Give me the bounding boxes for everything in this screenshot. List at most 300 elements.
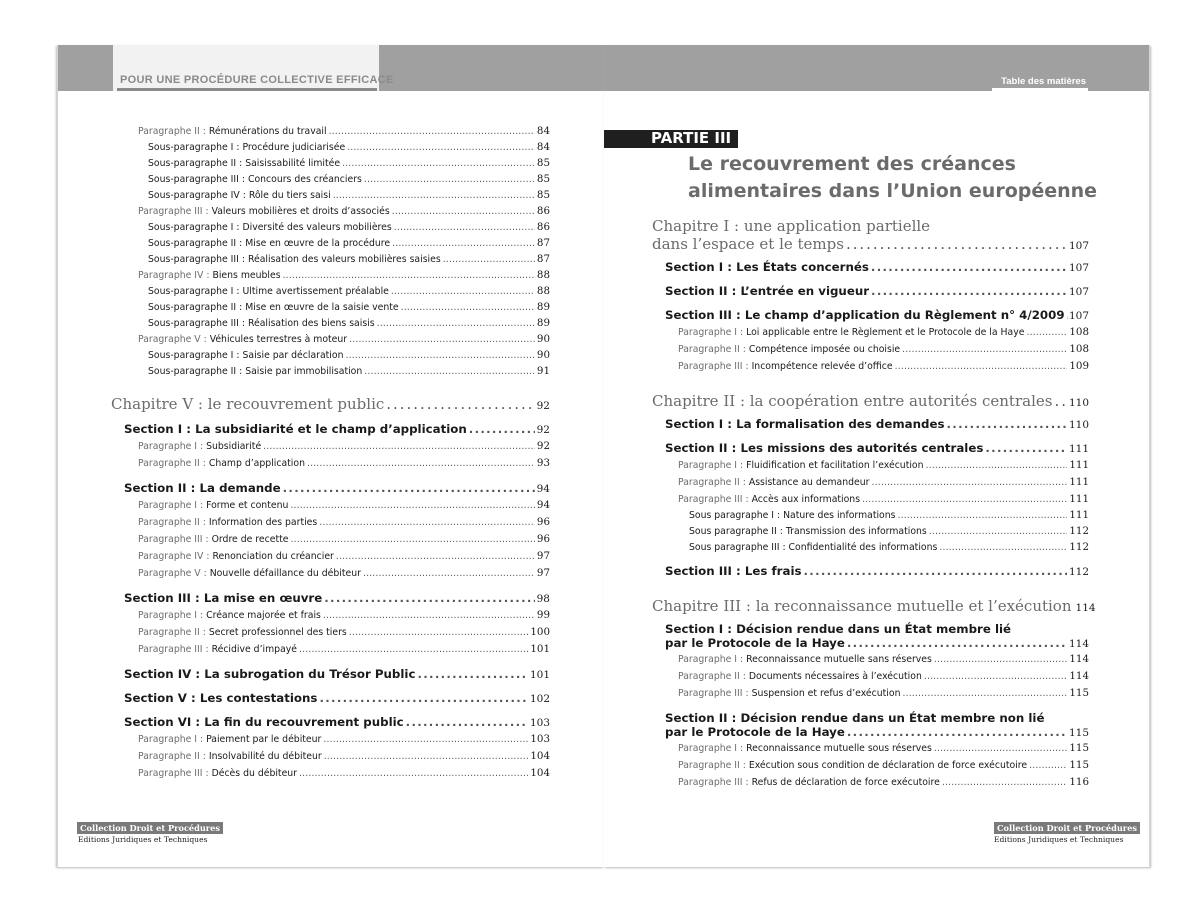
toc-entry-title: Exécution sous condition de déclaration de force exécutoire [748,760,1028,771]
toc-page-number: 111 [1069,509,1089,521]
toc-entry [689,509,1089,521]
toc-entry-label [138,126,327,137]
toc-entry-title: Sous paragraphe II : Transmission des informations [689,526,927,537]
toc-page-number: 85 [536,157,550,169]
toc-entry [124,481,550,495]
toc-entry-label [124,481,281,495]
toc-entry [665,441,1089,455]
toc-entry-label [138,568,361,579]
dot-leader [985,441,1067,455]
toc-entry-prefix: Paragraphe II : [138,126,209,137]
toc-entry [148,301,550,313]
toc-entry [111,395,550,413]
dot-leader [847,636,1067,650]
dot-leader [934,654,1067,665]
toc-entry-prefix: Paragraphe II : [678,671,749,682]
toc-page-number: 101 [529,669,550,681]
dot-leader [897,510,1067,521]
toc-entry-title: Section III : Le champ d’application du Règlement n° 4/2009 [665,308,1065,322]
dot-leader [902,688,1067,699]
toc-entry-label [148,302,399,313]
toc-entry [678,653,1089,665]
dot-leader [942,777,1067,788]
toc-page-number: 116 [1069,776,1089,788]
toc-entry [138,626,550,638]
toc-entry [665,284,1089,298]
toc-entry-prefix: Paragraphe III : [678,361,752,372]
left-page [57,45,604,867]
toc-page-number: 114 [1068,638,1089,650]
toc-entry-label [665,417,945,431]
toc-entry-title: Sous-paragraphe II : Saisie par immobilisation [148,366,363,377]
dot-leader [363,568,535,579]
toc-entry-label [138,644,297,655]
dot-leader [871,284,1067,298]
toc-page-number: 108 [1069,326,1089,338]
toc-entry [138,205,550,217]
toc-entry [652,392,1089,410]
publisher-name: Editions Juridiques et Techniques [78,835,208,844]
dot-leader [347,142,535,153]
toc-entry [652,235,1089,253]
toc-entry [689,541,1089,553]
toc-entry-title: par le Protocole de la Haye [665,725,845,739]
toc-page-number: 89 [536,301,550,313]
toc-entry [678,360,1089,372]
toc-entry-prefix: Paragraphe III : [678,494,752,505]
dot-leader [417,667,528,681]
partie-title-line-2: alimentaires dans l’Union européenne [688,180,1098,202]
toc-page-number: 111 [1069,493,1089,505]
toc-page-number: 114 [1069,653,1089,665]
toc-entry-title: Compétence imposée ou choisie [748,344,901,355]
toc-entry [689,525,1089,537]
right-page [604,45,1150,867]
toc-page-number: 98 [536,593,550,605]
toc-entry-prefix: Paragraphe III : [678,688,752,699]
toc-entry-label [138,334,347,345]
toc-entry-title: Refus de déclaration de force exécutoire [751,777,940,788]
toc-entry-title: Biens meubles [212,270,281,281]
toc-entry [678,493,1089,505]
dot-leader [291,534,535,545]
dot-leader [349,334,535,345]
toc-entry-prefix: Paragraphe II : [138,517,209,528]
toc-entry-title: Sous-paragraphe III : Réalisation des biens saisis [148,318,375,329]
toc-entry [124,422,550,436]
toc-page-number: 107 [1068,310,1089,322]
toc-entry-title: Chapitre II : la coopération entre autorités centrales [652,392,1053,410]
toc-entry-label [678,760,1027,771]
collection-badge: Collection Droit et Procédures [77,822,223,834]
toc-entry [124,591,550,605]
toc-entry-label [678,688,900,699]
toc-entry-prefix: Paragraphe I : [678,654,747,665]
toc-entry-title: Section V : Les contestations [124,691,318,705]
toc-entry [652,597,1096,615]
toc-entry-prefix: Paragraphe I : [138,441,207,452]
toc-entry-title: Sous-paragraphe I : Procédure judiciarisée [148,142,346,153]
toc-entry-prefix: Paragraphe II : [678,477,749,488]
toc-entry [138,457,550,469]
toc-page-number: 94 [536,499,550,511]
toc-entry-title: Sous-paragraphe II : Mise en œuvre de la procédure [148,238,391,249]
toc-entry-title: Insolvabilité du débiteur [208,751,322,762]
toc-entry-title: Nouvelle défaillance du débiteur [209,568,361,579]
toc-page-number: 115 [1068,727,1089,739]
toc-entry-label [138,517,317,528]
dot-leader [307,458,535,469]
dot-leader [323,734,528,745]
collection-badge: Collection Droit et Procédures [994,822,1140,834]
toc-entry [124,715,550,729]
dot-leader [391,286,535,297]
toc-entry-title: Champ d’application [208,458,305,469]
toc-page-number: 104 [530,750,550,762]
dot-leader [846,235,1067,253]
header-notch [1133,45,1149,91]
toc-entry [148,285,550,297]
toc-entry-title: Paiement par le débiteur [206,734,322,745]
toc-page-number: 99 [536,609,550,621]
toc-entry-title: Subsidiarité [206,441,262,452]
toc-entry [138,125,550,137]
toc-entry [148,349,550,361]
dot-leader [263,441,535,452]
dot-leader [406,715,528,729]
toc-entry [124,667,550,681]
dot-leader [939,542,1067,553]
running-header: Table des matières [1001,76,1086,87]
toc-entry-title: Sous paragraphe III : Confidentialité des informations [689,542,938,553]
toc-entry-title: Accès aux informations [751,494,861,505]
dot-leader [443,254,535,265]
dot-leader [929,526,1068,537]
toc-entry [138,643,550,655]
toc-entry-title: Sous-paragraphe I : Diversité des valeurs mobilières [148,222,392,233]
toc-entry-prefix: Paragraphe I : [138,500,207,511]
dot-leader [345,350,534,361]
toc-entry-title: Section I : La formalisation des demandes [665,417,945,431]
toc-page-number: 111 [1069,476,1089,488]
toc-entry-label [678,671,922,682]
toc-entry-prefix: Paragraphe I : [678,460,747,471]
dot-leader [323,610,535,621]
toc-page-number: 86 [536,205,550,217]
toc-entry [148,237,550,249]
toc-entry [138,516,550,528]
toc-entry-label [148,350,343,361]
toc-entry-label [678,494,860,505]
toc-entry-label [148,366,362,377]
toc-entry-prefix: Paragraphe III : [138,534,212,545]
toc-page-number: 111 [1068,443,1089,455]
toc-entry [148,157,550,169]
toc-entry-label [689,542,937,553]
toc-entry-label [138,610,321,621]
toc-page-number: 115 [1069,687,1089,699]
toc-entry-prefix: Paragraphe II : [138,458,209,469]
toc-entry [138,567,550,579]
dot-leader [947,417,1067,431]
toc-entry-label [138,768,297,779]
toc-page-number: 115 [1069,742,1089,754]
toc-page-number: 101 [530,643,550,655]
toc-entry-label [652,235,844,253]
toc-entry-label [689,510,895,521]
toc-entry [148,221,550,233]
dot-leader [394,222,535,233]
toc-entry [665,260,1089,274]
toc-entry-prefix: Paragraphe I : [138,734,207,745]
toc-page-number: 110 [1068,397,1089,409]
toc-page-number: 88 [536,285,550,297]
toc-entry-label [138,751,322,762]
toc-entry-label [124,422,467,436]
toc-entry-label [138,458,305,469]
toc-entry-label [138,441,261,452]
toc-page-number: 107 [1068,240,1089,252]
toc-page-number: 90 [536,333,550,345]
toc-entry-label [678,743,932,754]
toc-entry [678,670,1089,682]
toc-entry-prefix: Paragraphe III : [678,777,752,788]
toc-entry [678,476,1089,488]
toc-entry [665,417,1089,431]
toc-entry [148,365,550,377]
toc-entry-label [138,551,334,562]
dot-leader [1026,327,1067,338]
partie-title-line-1: Le recouvrement des créances [688,153,1016,175]
toc-page-number: 85 [536,189,550,201]
toc-entry-label [148,222,392,233]
toc-entry-title: Reconnaissance mutuelle sans réserves [746,654,932,665]
toc-entry-label [665,636,845,650]
toc-entry [138,533,550,545]
toc-entry-label [665,564,802,578]
toc-page-number: 111 [1069,459,1089,471]
toc-entry-title: Décès du débiteur [211,768,298,779]
toc-page-number: 93 [536,457,550,469]
toc-entry [138,269,550,281]
toc-entry-label [652,597,1072,615]
toc-entry-title: Sous-paragraphe I : Ultime avertissement préalable [148,286,389,297]
toc-entry-title: Sous-paragraphe III : Réalisation des valeurs mobilières saisies [148,254,441,265]
toc-entry-title: Section III : Les frais [665,564,802,578]
toc-entry [138,767,550,779]
dot-leader [401,302,535,313]
dot-leader [319,517,535,528]
toc-entry-prefix: Paragraphe I : [138,610,207,621]
toc-page-number: 103 [530,733,550,745]
toc-entry-label [665,725,845,739]
toc-entry-label [678,777,940,788]
dot-leader [324,751,529,762]
toc-entry [665,725,1089,739]
toc-entry-label [665,260,869,274]
toc-entry-title: Section II : La demande [124,481,281,495]
dot-leader [336,551,535,562]
toc-entry-title: Section IV : La subrogation du Trésor Public [124,667,416,681]
toc-entry [138,609,550,621]
toc-page-number: 86 [536,221,550,233]
toc-page-number: 114 [1075,602,1096,614]
toc-page-number: 87 [536,237,550,249]
toc-page-number: 92 [536,424,550,436]
toc-page-number: 92 [536,400,550,412]
toc-entry-prefix: Paragraphe III : [138,768,212,779]
toc-page-number: 112 [1068,566,1089,578]
toc-entry-label [665,441,983,455]
toc-page-number: 97 [536,550,550,562]
toc-entry-prefix: Paragraphe III : [138,206,212,217]
toc-entry-title: Chapitre III : la reconnaissance mutuelle et l’exécution [652,597,1072,615]
toc-entry-label [148,286,389,297]
dot-leader [319,691,527,705]
toc-entry-prefix: Paragraphe I : [678,327,747,338]
toc-entry-label [124,691,317,705]
dot-leader [804,564,1067,578]
dot-leader [342,158,535,169]
toc-page-number: 90 [536,349,550,361]
toc-entry-label [148,238,390,249]
toc-entry-prefix: Paragraphe I : [678,743,747,754]
toc-entry-label [148,318,375,329]
partie-label: PARTIE III [651,129,732,147]
chapter-title-line-1: Chapitre I : une application partielle [652,217,931,235]
toc-page-number: 112 [1069,525,1089,537]
toc-entry-title: Information des parties [208,517,318,528]
dot-leader [1029,760,1067,771]
toc-entry [678,459,1089,471]
toc-entry [148,253,550,265]
toc-entry [665,636,1089,650]
dot-leader [283,481,535,495]
dot-leader [349,627,529,638]
toc-entry [148,173,550,185]
dot-leader [324,591,534,605]
toc-entry-prefix: Paragraphe II : [678,760,749,771]
toc-page-number: 84 [536,125,550,137]
toc-page-number: 110 [1068,419,1089,431]
toc-entry-title: Suspension et refus d’exécution [751,688,901,699]
dot-leader [364,366,535,377]
toc-page-number: 88 [536,269,550,281]
dot-leader [926,460,1068,471]
dot-leader [871,477,1067,488]
toc-entry-title: dans l’espace et le temps [652,235,844,253]
toc-entry-label [678,344,900,355]
toc-entry-label [138,206,390,217]
toc-entry-title: Véhicules terrestres à moteur [209,334,348,345]
toc-entry-label [138,534,289,545]
toc-entry-title: Récidive d’impayé [211,644,297,655]
toc-page-number: 102 [529,693,550,705]
dot-leader [299,644,528,655]
toc-entry [138,550,550,562]
toc-entry [138,733,550,745]
toc-entry-prefix: Paragraphe IV : [138,270,213,281]
dot-leader [924,671,1068,682]
toc-page-number: 103 [529,717,550,729]
toc-entry-title: Sous-paragraphe II : Saisissabilité limitée [148,158,341,169]
toc-entry [678,687,1089,699]
toc-entry-title: Reconnaissance mutuelle sous réserves [746,743,932,754]
toc-entry [138,333,550,345]
toc-entry-title: Sous paragraphe I : Nature des informations [689,510,896,521]
toc-entry-title: Section I : La subsidiarité et le champ d’application [124,422,467,436]
toc-page-number: 115 [1069,759,1089,771]
toc-entry-title: Loi applicable entre le Règlement et le Protocole de la Haye [746,327,1025,338]
toc-entry [124,691,550,705]
toc-entry-label [124,715,404,729]
dot-leader [283,270,535,281]
toc-entry-label [678,361,893,372]
toc-page-number: 107 [1068,286,1089,298]
toc-page-number: 94 [536,483,550,495]
toc-entry-label [124,591,322,605]
dot-leader [329,126,535,137]
toc-page-number: 112 [1069,541,1089,553]
toc-entry-label [148,174,362,185]
dot-leader [895,361,1068,372]
toc-entry-prefix: Paragraphe IV : [138,551,213,562]
toc-entry-prefix: Paragraphe II : [138,751,209,762]
toc-entry-title: Incompétence relevée d’office [751,361,893,372]
toc-entry-label [665,284,869,298]
toc-page-number: 108 [1069,343,1089,355]
header-underline [117,88,377,91]
toc-entry-label [148,190,331,201]
toc-entry-label [678,460,924,471]
toc-entry [148,189,550,201]
toc-entry-prefix: Paragraphe II : [678,344,749,355]
toc-entry-label [148,254,441,265]
toc-entry-label [689,526,927,537]
toc-entry-label [124,667,415,681]
toc-entry-title: Sous-paragraphe II : Mise en œuvre de la saisie vente [148,302,399,313]
toc-entry-title: Secret professionnel des tiers [208,627,347,638]
toc-entry-label [678,654,932,665]
toc-entry [678,343,1089,355]
toc-entry-label [111,395,384,413]
toc-entry [678,742,1089,754]
dot-leader [392,238,535,249]
toc-entry-prefix: Paragraphe V : [138,568,210,579]
toc-entry-label [148,142,345,153]
toc-page-number: 107 [1068,262,1089,274]
toc-entry-label [678,327,1024,338]
dot-leader [862,494,1067,505]
toc-entry-label [665,308,1065,322]
partie-title [688,151,1108,205]
dot-leader [902,344,1067,355]
toc-entry-title: Renonciation du créancier [212,551,334,562]
toc-page-number: 97 [536,567,550,579]
toc-entry-label [138,270,281,281]
toc-entry-label [652,392,1052,410]
toc-entry [678,326,1089,338]
toc-page-number: 100 [530,626,550,638]
toc-entry-title: Valeurs mobilières et droits d’associés [211,206,390,217]
dot-leader [847,725,1067,739]
toc-page-number: 87 [536,253,550,265]
toc-page-number: 96 [536,516,550,528]
toc-entry-label [678,477,869,488]
toc-entry-title: Sous-paragraphe III : Concours des créanciers [148,174,362,185]
toc-entry [665,564,1089,578]
dot-leader [934,743,1068,754]
